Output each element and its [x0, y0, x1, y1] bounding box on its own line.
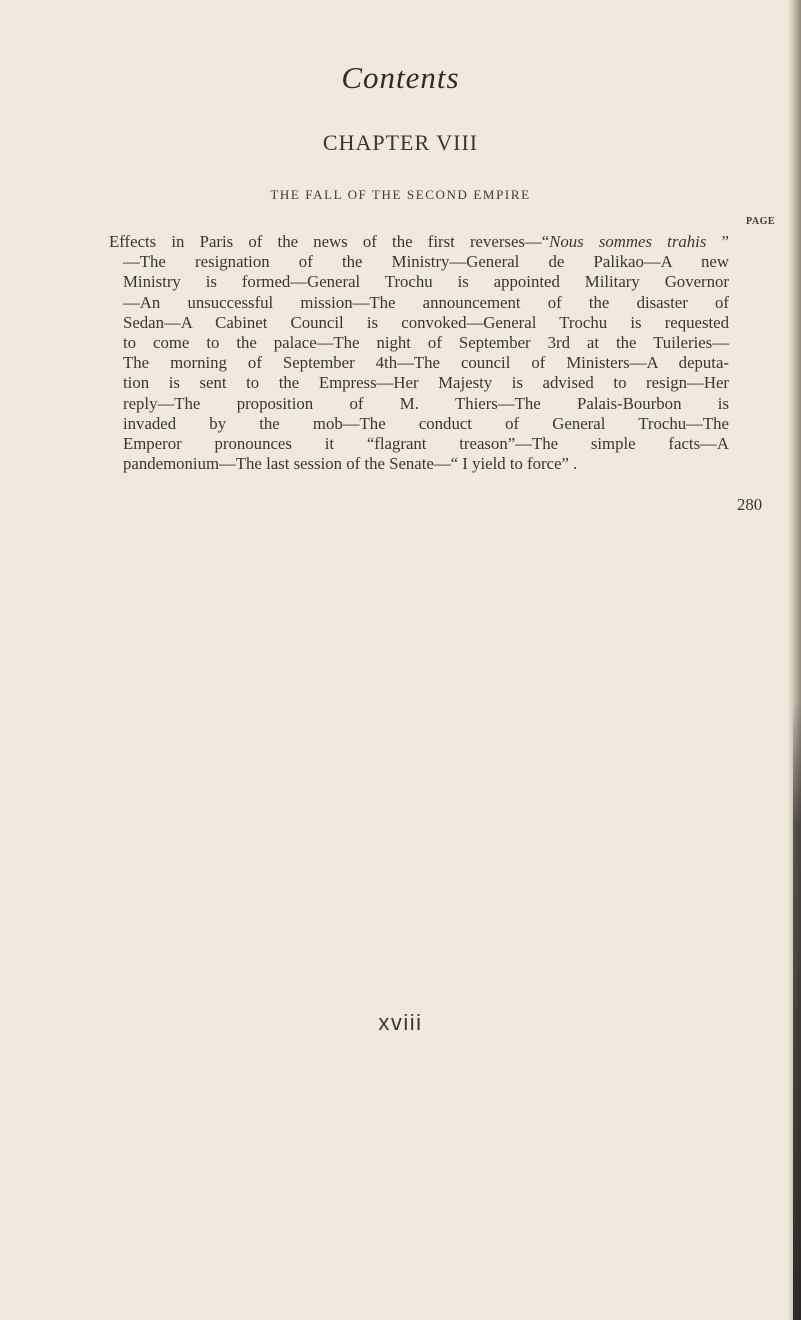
synopsis-line: Ministry is formed—General Trochu is appointed Military Governor	[123, 272, 729, 292]
folio: xviii	[378, 1010, 423, 1035]
page-title: Contents	[341, 60, 460, 95]
chapter-synopsis	[109, 232, 729, 474]
synopsis-line: reply—The proposition of M. Thiers—The Palais-Bourbon is	[123, 393, 729, 413]
page-column-header: PAGE	[746, 216, 776, 227]
synopsis-line: —The resignation of the Ministry—General de Palikao—A new	[123, 252, 729, 272]
synopsis-line: pandemonium—The last session of the Senate—“ I yield to force” .	[123, 454, 578, 474]
chapter-label: CHAPTER VIII	[322, 130, 479, 155]
synopsis-line: tion is sent to the Empress—Her Majesty is advised to resign—Her	[123, 373, 729, 393]
synopsis-line: Emperor pronounces it “flagrant treason”—The simple facts—A	[123, 434, 729, 454]
synopsis-line: —An unsuccessful mission—The announcement of the disaster of	[123, 292, 729, 312]
synopsis-line: The morning of September 4th—The council of Ministers—A deputa-	[123, 353, 729, 373]
page-number: 280	[737, 495, 763, 514]
chapter-subtitle: THE FALL OF THE SECOND EMPIRE	[270, 187, 531, 202]
synopsis-line: Sedan—A Cabinet Council is convoked—General Trochu is requested	[123, 312, 729, 332]
italic-quote: Nous sommes trahis	[549, 232, 707, 251]
synopsis-line: invaded by the mob—The conduct of General Trochu—The	[123, 413, 729, 433]
synopsis-line: to come to the palace—The night of September 3rd at the Tuileries—	[123, 333, 729, 353]
synopsis-line: Effects in Paris of the news of the first reverses—“Nous sommes trahis ”	[109, 232, 729, 251]
